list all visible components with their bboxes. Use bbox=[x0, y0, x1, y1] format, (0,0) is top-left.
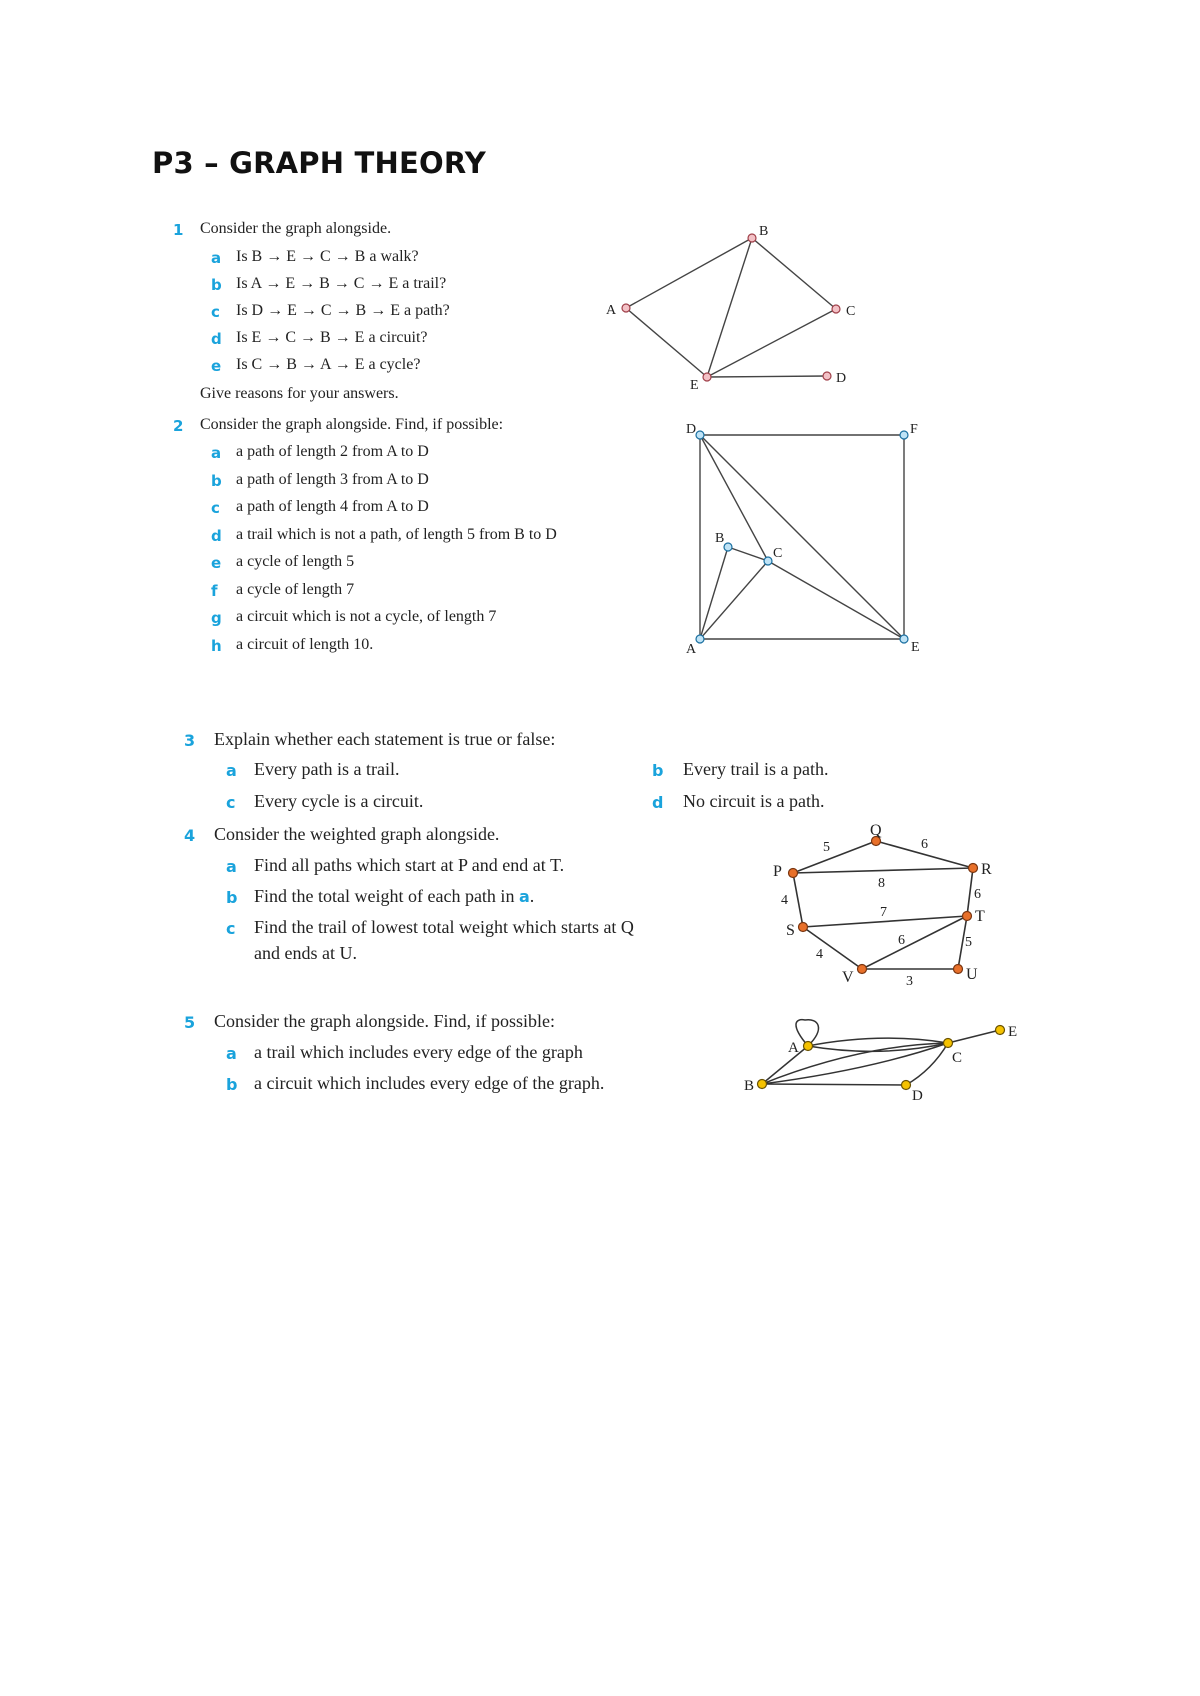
part-text: Is D → E → C → B → E a path? bbox=[236, 302, 450, 319]
part-letter: b bbox=[211, 276, 222, 294]
part-letter: c bbox=[226, 919, 236, 938]
part-text: a path of length 2 from A to D bbox=[236, 443, 429, 460]
node-label: P bbox=[773, 863, 782, 880]
part-letter: b bbox=[652, 761, 664, 780]
part-text: Is B → E → C → B a walk? bbox=[236, 248, 419, 265]
part-letter: d bbox=[211, 330, 222, 348]
question-number: 1 bbox=[173, 221, 184, 239]
edge-weight: 4 bbox=[781, 893, 788, 908]
page-title: P3 – GRAPH THEORY bbox=[152, 146, 486, 180]
question-footer: Give reasons for your answers. bbox=[200, 385, 399, 402]
node-label: B bbox=[744, 1078, 755, 1094]
edge-weight: 4 bbox=[816, 947, 823, 962]
part-text: a trail which includes every edge of the graph bbox=[254, 1042, 583, 1062]
node-label: E bbox=[690, 378, 699, 393]
part-text: No circuit is a path. bbox=[683, 791, 825, 811]
node-a bbox=[804, 1042, 813, 1051]
part-letter: c bbox=[211, 303, 220, 321]
question-intro: Consider the graph alongside. Find, if possible: bbox=[200, 416, 504, 433]
part-letter: a bbox=[226, 1044, 237, 1063]
part-text-continued: and ends at U. bbox=[254, 943, 357, 963]
node-label: R bbox=[981, 861, 992, 878]
part-letter: b bbox=[226, 1075, 238, 1094]
edge-weight: 3 bbox=[906, 974, 913, 989]
part-reference: a bbox=[518, 887, 530, 906]
node-label: D bbox=[686, 422, 697, 437]
node-label: E bbox=[911, 640, 920, 655]
edge-weight: 7 bbox=[880, 905, 887, 920]
part-letter: e bbox=[211, 357, 222, 375]
part-text: a cycle of length 5 bbox=[236, 553, 355, 570]
edge-c-e bbox=[948, 1030, 1000, 1043]
part-letter: a bbox=[226, 857, 237, 876]
node-label: C bbox=[773, 546, 783, 561]
node-label: A bbox=[686, 642, 697, 657]
edge-weight: 5 bbox=[965, 935, 972, 950]
node-label: C bbox=[952, 1050, 963, 1066]
part-text: Every cycle is a circuit. bbox=[254, 791, 424, 811]
part-text: Is C → B → A → E a cycle? bbox=[236, 356, 421, 373]
node-e bbox=[996, 1026, 1005, 1035]
edge-weight: 6 bbox=[974, 887, 981, 902]
part-letter: a bbox=[226, 761, 237, 780]
part-letter: b bbox=[211, 472, 222, 490]
question-number: 2 bbox=[173, 417, 184, 435]
node-label: A bbox=[788, 1040, 799, 1056]
question-intro: Consider the graph alongside. bbox=[200, 220, 392, 237]
part-text: a cycle of length 7 bbox=[236, 581, 355, 598]
part-letter: a bbox=[211, 444, 222, 462]
edge-weight: 6 bbox=[921, 837, 928, 852]
edge-b-d bbox=[762, 1084, 906, 1085]
part-letter: h bbox=[211, 637, 222, 655]
edge-a-c-upper bbox=[808, 1038, 948, 1046]
node-label: T bbox=[975, 908, 985, 925]
part-text-main: Find the total weight of each path in bbox=[254, 886, 515, 906]
node-label: F bbox=[910, 422, 918, 437]
part-text: Find all paths which start at P and end at T. bbox=[254, 855, 565, 875]
part-text: Is E → C → B → E a circuit? bbox=[236, 329, 428, 346]
edge-weight: 5 bbox=[823, 840, 830, 855]
part-text: a path of length 3 from A to D bbox=[236, 471, 429, 488]
node-d bbox=[902, 1081, 911, 1090]
part-letter: a bbox=[211, 249, 222, 267]
part-letter: g bbox=[211, 609, 222, 627]
edge-weight: 8 bbox=[878, 876, 885, 891]
part-text: a trail which is not a path, of length 5 from B to D bbox=[236, 526, 557, 543]
part-text: Every trail is a path. bbox=[683, 759, 829, 779]
node-label: A bbox=[606, 303, 617, 318]
question-intro: Consider the weighted graph alongside. bbox=[214, 824, 500, 844]
part-text: a circuit which includes every edge of the graph. bbox=[254, 1073, 605, 1093]
node-label: C bbox=[846, 304, 856, 319]
question-number: 3 bbox=[184, 731, 196, 750]
part-text-end: . bbox=[529, 886, 535, 906]
question-intro: Explain whether each statement is true or false: bbox=[214, 729, 556, 749]
node-label: D bbox=[836, 371, 847, 386]
question-number: 4 bbox=[184, 826, 196, 845]
node-label: S bbox=[786, 922, 795, 939]
part-text: Every path is a trail. bbox=[254, 759, 400, 779]
node-label: E bbox=[1008, 1024, 1018, 1040]
node-label: U bbox=[966, 966, 978, 983]
question-number: 5 bbox=[184, 1013, 196, 1032]
part-letter: d bbox=[652, 793, 664, 812]
part-text: Is A → E → B → C → E a trail? bbox=[236, 275, 447, 292]
edge-weight: 6 bbox=[898, 933, 905, 948]
node-label: D bbox=[912, 1088, 923, 1104]
part-text: a path of length 4 from A to D bbox=[236, 498, 429, 515]
node-label: V bbox=[842, 969, 854, 986]
part-letter: f bbox=[211, 582, 218, 600]
node-c bbox=[944, 1039, 953, 1048]
question-intro: Consider the graph alongside. Find, if possible: bbox=[214, 1011, 555, 1031]
part-letter: e bbox=[211, 554, 222, 572]
node-label: B bbox=[759, 224, 769, 239]
node-label: Q bbox=[870, 822, 882, 839]
part-text: Find the trail of lowest total weight which starts at Q bbox=[254, 917, 634, 937]
part-text: a circuit which is not a cycle, of length 7 bbox=[236, 608, 497, 625]
part-text: a circuit of length 10. bbox=[236, 636, 374, 653]
part-letter: c bbox=[226, 793, 236, 812]
part-letter: d bbox=[211, 527, 222, 545]
part-letter: c bbox=[211, 499, 220, 517]
node-label: B bbox=[715, 531, 725, 546]
part-letter: b bbox=[226, 888, 238, 907]
node-b bbox=[758, 1080, 767, 1089]
